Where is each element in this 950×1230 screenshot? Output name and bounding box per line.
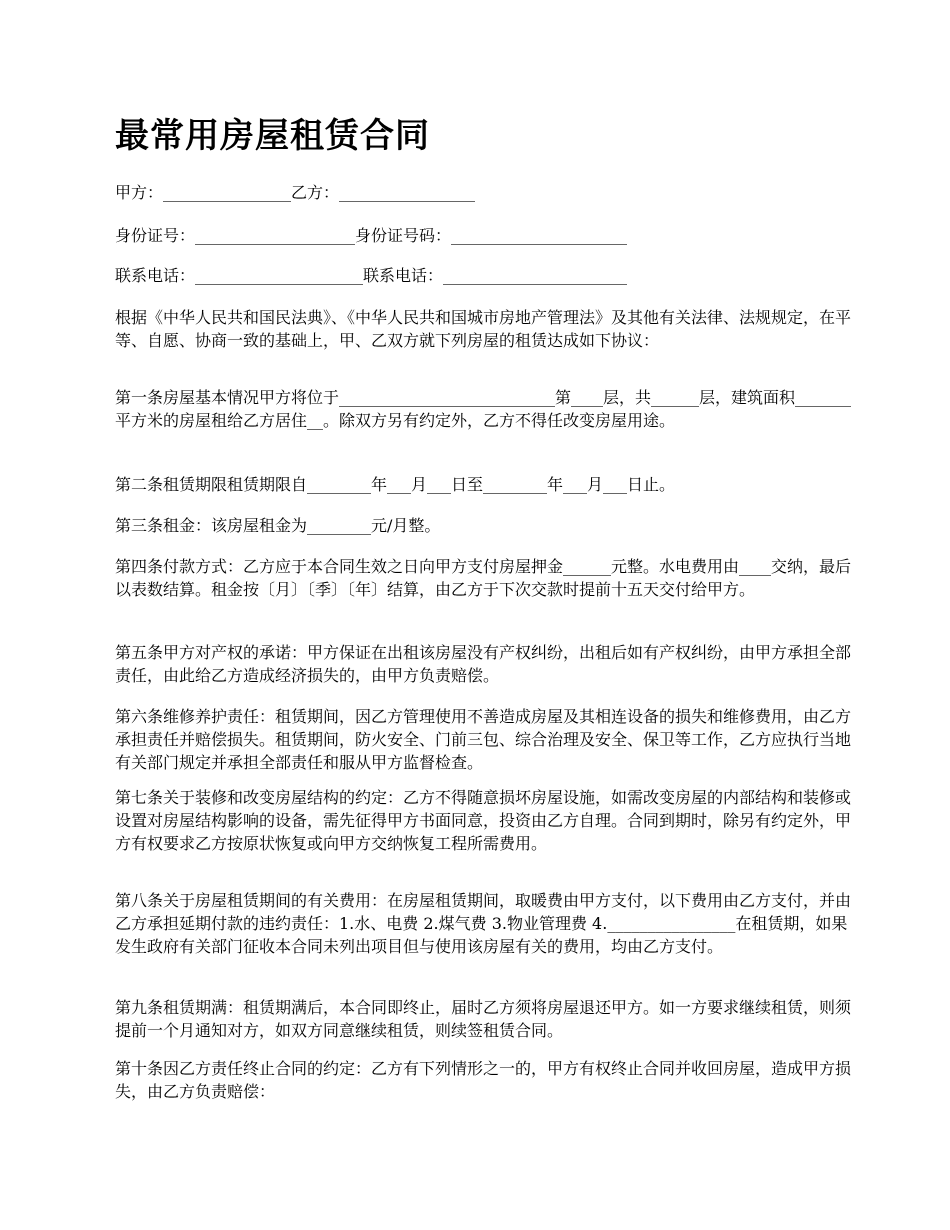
clause-9-paragraph: 第九条租赁期满：租赁期满后，本合同即终止，届时乙方须将房屋退还甲方。如一方要求继续租赁，则须提前一个月通知对方，如双方同意继续租赁，则续签租赁合同。	[115, 998, 852, 1040]
clause-6-paragraph: 第六条维修养护责任：租赁期间，因乙方管理使用不善造成房屋及其相连设备的损失和维修费用，由乙方承担责任并赔偿损失。租赁期间，防火安全、门前三包、综合治理及安全、保卫等工作，乙方应执行当地有关部门规定并承担全部责任和服从甲方监督检查。	[115, 707, 852, 772]
clause-2-paragraph: 第二条租赁期限租赁期限自________年___月___日至________年___月___日止。	[115, 475, 676, 494]
clause-1-paragraph: 第一条房屋基本情况甲方将位于___________________________第____层，共______层，建筑面积_______平方米的房屋租给乙方居住__。除双方另有约定外，乙方不得任改变房屋用途。	[115, 388, 852, 430]
clause-8-paragraph: 第八条关于房屋租赁期间的有关费用：在房屋租赁期间，取暖费由甲方支付，以下费用由乙方支付，并由乙方承担延期付款的违约责任：1.水、电费 2.煤气费 3.物业管理费 4.________________在租赁期，如果发生政府有关部门征收本合同未列出项目但与使用该房屋有关的费用，均由乙方支付。	[115, 891, 852, 956]
party-names-line: 甲方：________________乙方：_________________	[115, 183, 476, 202]
clause-5-paragraph: 第五条甲方对产权的承诺：甲方保证在出租该房屋没有产权纠纷，出租后如有产权纠纷，由甲方承担全部责任，由此给乙方造成经济损失的，由甲方负责赔偿。	[115, 643, 852, 685]
clause-7-paragraph: 第七条关于装修和改变房屋结构的约定：乙方不得随意损坏房屋设施，如需改变房屋的内部结构和装修或设置对房屋结构影响的设备，需先征得甲方书面同意，投资由乙方自理。合同到期时，除另有约定外，甲方有权要求乙方按原状恢复或向甲方交纳恢复工程所需费用。	[115, 788, 852, 853]
document-title: 最常用房屋租赁合同	[115, 116, 430, 156]
clause-4-paragraph: 第四条付款方式：乙方应于本合同生效之日向甲方支付房屋押金______元整。水电费用由____交纳，最后以表数结算。租金按〔月〕〔季〕〔年〕结算，由乙方于下次交款时提前十五天交付给甲方。	[115, 557, 852, 599]
clause-3-paragraph: 第三条租金：该房屋租金为________元/月整。	[115, 516, 441, 535]
id-number-line: 身份证号：____________________身份证号码：______________________	[115, 226, 628, 245]
clause-10-paragraph: 第十条因乙方责任终止合同的约定：乙方有下列情形之一的，甲方有权终止合同并收回房屋，造成甲方损失，由乙方负责赔偿：	[115, 1059, 852, 1101]
preamble-paragraph: 根据《中华人民共和国民法典》、《中华人民共和国城市房地产管理法》及其他有关法律、法规规定，在平等、自愿、协商一致的基础上，甲、乙双方就下列房屋的租赁达成如下协议：	[115, 308, 852, 350]
phone-line: 联系电话：_____________________联系电话：_______________________	[115, 266, 628, 285]
